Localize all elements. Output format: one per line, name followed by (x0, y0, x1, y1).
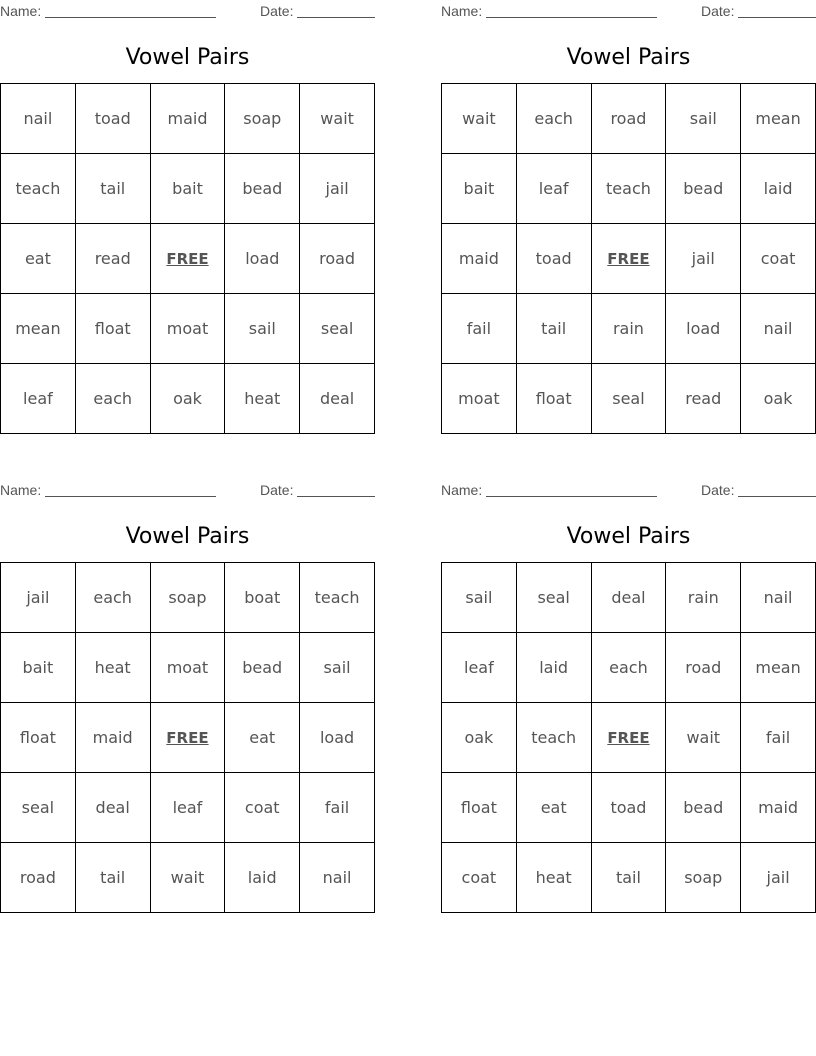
word-cell[interactable]: fail (442, 294, 517, 364)
date-label: Date: (701, 3, 735, 19)
card-title: Vowel Pairs (125, 524, 250, 549)
word-cell[interactable]: sail (225, 294, 300, 364)
word-cell[interactable]: wait (666, 703, 741, 773)
grid-row (442, 294, 816, 364)
word-cell[interactable]: road (1, 843, 76, 913)
word-cell[interactable]: read (666, 364, 741, 434)
grid-row (1, 294, 375, 364)
word-cell[interactable]: bead (666, 154, 741, 224)
grid-row (442, 773, 816, 843)
word-cell[interactable]: seal (1, 773, 76, 843)
bingo-grid (441, 83, 816, 434)
grid-row (1, 703, 375, 773)
word-cell[interactable]: coat (225, 773, 300, 843)
word-cell[interactable]: oak (150, 364, 225, 434)
word-cell[interactable]: jail (1, 563, 76, 633)
bingo-grid (0, 83, 375, 434)
word-cell[interactable]: jail (300, 154, 375, 224)
card-header (441, 0, 816, 22)
word-cell[interactable]: eat (516, 773, 591, 843)
word-cell[interactable]: mean (1, 294, 76, 364)
name-label: Name: (0, 3, 42, 19)
bingo-card-1 (0, 0, 375, 408)
word-cell[interactable]: deal (591, 563, 666, 633)
word-cell[interactable]: rain (591, 294, 666, 364)
word-cell[interactable]: nail (1, 84, 76, 154)
grid-row (442, 84, 816, 154)
grid-row (1, 224, 375, 294)
word-cell[interactable]: fail (300, 773, 375, 843)
grid-row (442, 364, 816, 434)
word-cell[interactable]: tail (75, 843, 150, 913)
word-cell[interactable]: wait (300, 84, 375, 154)
grid-row (442, 154, 816, 224)
word-cell[interactable]: maid (150, 84, 225, 154)
word-cell[interactable]: soap (150, 563, 225, 633)
grid-row (442, 224, 816, 294)
word-cell[interactable]: toad (75, 84, 150, 154)
word-cell[interactable]: seal (300, 294, 375, 364)
word-cell[interactable]: float (516, 364, 591, 434)
bingo-grid (441, 562, 816, 913)
grid-row (1, 633, 375, 703)
name-blank (45, 484, 216, 497)
word-cell[interactable]: oak (741, 364, 816, 434)
card-title: Vowel Pairs (566, 524, 691, 549)
word-cell[interactable]: maid (442, 224, 517, 294)
bingo-card-2 (441, 0, 816, 408)
name-field[interactable] (0, 482, 216, 498)
date-blank (738, 484, 816, 497)
word-cell[interactable]: float (1, 703, 76, 773)
word-cell[interactable]: tail (75, 154, 150, 224)
word-cell[interactable]: mean (741, 633, 816, 703)
word-cell[interactable]: mean (741, 84, 816, 154)
word-cell[interactable]: fail (741, 703, 816, 773)
word-cell[interactable]: laid (741, 154, 816, 224)
word-cell[interactable]: rain (666, 563, 741, 633)
word-cell[interactable]: road (666, 633, 741, 703)
card-title: Vowel Pairs (566, 45, 691, 70)
date-label: Date: (260, 3, 294, 19)
word-cell[interactable]: seal (591, 364, 666, 434)
word-cell[interactable]: load (225, 224, 300, 294)
word-cell[interactable]: tail (591, 843, 666, 913)
name-label: Name: (441, 482, 483, 498)
word-cell[interactable]: heat (225, 364, 300, 434)
word-cell[interactable]: deal (75, 773, 150, 843)
word-cell[interactable]: laid (225, 843, 300, 913)
word-cell[interactable]: heat (516, 843, 591, 913)
word-cell[interactable]: each (516, 84, 591, 154)
name-field[interactable] (441, 482, 657, 498)
word-cell[interactable]: nail (741, 294, 816, 364)
word-cell[interactable]: deal (300, 364, 375, 434)
word-cell[interactable]: bead (666, 773, 741, 843)
date-blank (738, 5, 816, 18)
date-blank (297, 5, 375, 18)
word-cell[interactable]: leaf (516, 154, 591, 224)
free-space-cell[interactable]: FREE (591, 224, 666, 294)
word-cell[interactable]: load (300, 703, 375, 773)
word-cell[interactable]: eat (225, 703, 300, 773)
word-cell[interactable]: bait (442, 154, 517, 224)
word-cell[interactable]: nail (741, 563, 816, 633)
word-cell[interactable]: laid (516, 633, 591, 703)
word-cell[interactable]: teach (300, 563, 375, 633)
card-header (441, 479, 816, 501)
word-cell[interactable]: maid (741, 773, 816, 843)
date-field[interactable] (260, 482, 375, 498)
name-field[interactable] (0, 3, 216, 19)
word-cell[interactable]: coat (741, 224, 816, 294)
word-cell[interactable]: moat (150, 294, 225, 364)
grid-row (442, 703, 816, 773)
name-label: Name: (0, 482, 42, 498)
grid-row (442, 843, 816, 913)
free-space-cell[interactable]: FREE (591, 703, 666, 773)
word-cell[interactable]: seal (516, 563, 591, 633)
grid-row (1, 773, 375, 843)
word-cell[interactable]: teach (1, 154, 76, 224)
word-cell[interactable]: jail (666, 224, 741, 294)
card-title: Vowel Pairs (125, 45, 250, 70)
word-cell[interactable]: heat (75, 633, 150, 703)
date-label: Date: (260, 482, 294, 498)
word-cell[interactable]: moat (442, 364, 517, 434)
word-cell[interactable]: load (666, 294, 741, 364)
word-cell[interactable]: sail (442, 563, 517, 633)
card-header (0, 479, 375, 501)
word-cell[interactable]: bait (1, 633, 76, 703)
word-cell[interactable]: each (591, 633, 666, 703)
card-header (0, 0, 375, 22)
word-cell[interactable]: teach (591, 154, 666, 224)
word-cell[interactable]: bait (150, 154, 225, 224)
name-field[interactable] (441, 3, 657, 19)
grid-row (1, 364, 375, 434)
word-cell[interactable]: sail (666, 84, 741, 154)
word-cell[interactable]: float (75, 294, 150, 364)
word-cell[interactable]: each (75, 563, 150, 633)
word-cell[interactable]: sail (300, 633, 375, 703)
bingo-grid (0, 562, 375, 913)
word-cell[interactable]: nail (300, 843, 375, 913)
word-cell[interactable]: leaf (1, 364, 76, 434)
word-cell[interactable]: moat (150, 633, 225, 703)
date-field[interactable] (701, 482, 816, 498)
word-cell[interactable]: bead (225, 154, 300, 224)
grid-row (1, 84, 375, 154)
word-cell[interactable]: toad (591, 773, 666, 843)
name-blank (486, 5, 657, 18)
word-cell[interactable]: eat (1, 224, 76, 294)
word-cell[interactable]: boat (225, 563, 300, 633)
date-field[interactable] (701, 3, 816, 19)
word-cell[interactable]: soap (666, 843, 741, 913)
grid-row (1, 154, 375, 224)
bingo-card-4 (441, 479, 816, 887)
word-cell[interactable]: bead (225, 633, 300, 703)
name-label: Name: (441, 3, 483, 19)
word-cell[interactable]: road (300, 224, 375, 294)
grid-row (442, 633, 816, 703)
word-cell[interactable]: wait (442, 84, 517, 154)
grid-row (1, 563, 375, 633)
date-field[interactable] (260, 3, 375, 19)
name-blank (486, 484, 657, 497)
word-cell[interactable]: toad (516, 224, 591, 294)
word-cell[interactable]: float (442, 773, 517, 843)
grid-row (1, 843, 375, 913)
word-cell[interactable]: wait (150, 843, 225, 913)
word-cell[interactable]: teach (516, 703, 591, 773)
date-blank (297, 484, 375, 497)
free-space-cell[interactable]: FREE (150, 224, 225, 294)
name-blank (45, 5, 216, 18)
word-cell[interactable]: jail (741, 843, 816, 913)
word-cell[interactable]: road (591, 84, 666, 154)
word-cell[interactable]: read (75, 224, 150, 294)
word-cell[interactable]: oak (442, 703, 517, 773)
word-cell[interactable]: tail (516, 294, 591, 364)
word-cell[interactable]: each (75, 364, 150, 434)
word-cell[interactable]: coat (442, 843, 517, 913)
free-space-cell[interactable]: FREE (150, 703, 225, 773)
bingo-card-3 (0, 479, 375, 887)
word-cell[interactable]: leaf (442, 633, 517, 703)
word-cell[interactable]: maid (75, 703, 150, 773)
word-cell[interactable]: leaf (150, 773, 225, 843)
date-label: Date: (701, 482, 735, 498)
grid-row (442, 563, 816, 633)
word-cell[interactable]: soap (225, 84, 300, 154)
